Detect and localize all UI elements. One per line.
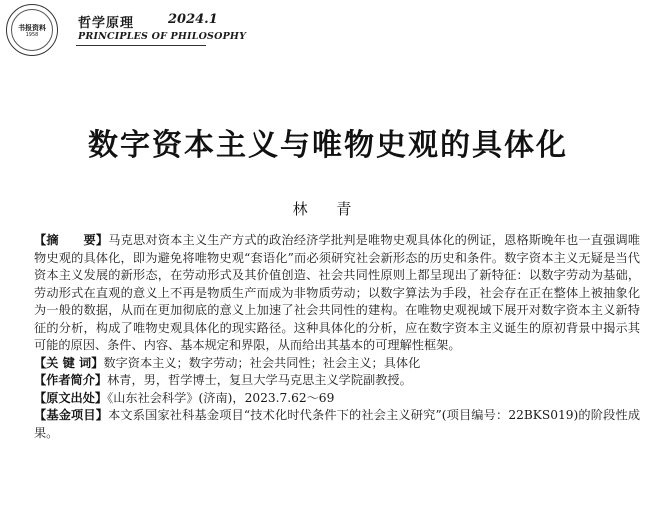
keywords-label: 【关 键 词】 [34, 355, 104, 370]
source-section [34, 390, 640, 408]
header-divider [76, 45, 206, 46]
fund-label: 【基金项目】 [34, 408, 109, 422]
journal-issue: 2024.1 [168, 12, 218, 27]
abstract-line: 劳动为基础，劳动形式在直观的意义上不再是物质生产而成为非物质劳动；以数字算法为手段，社会存在正在 [34, 268, 641, 300]
article-title: 数字资本主义与唯物史观的具体化 [88, 128, 568, 163]
article-author: 林 青 [292, 200, 364, 218]
keywords-text: 数字资本主义；数字劳动；社会共同性；社会主义；具体化 [103, 355, 421, 370]
author-bio-section [34, 372, 640, 390]
journal-header [0, 0, 656, 62]
publisher-seal-logo [6, 4, 58, 56]
source-label: 【原文出处】 [34, 390, 108, 405]
abstract-line: 整体上被抽象化为一般的数据，从而在更加彻底的意义上加速了社会共同性的建构。在唯物史观视域下展开 [34, 285, 641, 317]
fund-section [34, 407, 640, 442]
fund-line: 性成果。 [34, 408, 641, 440]
abstract-line: 强调唯物史观的具体化，即为避免将唯物史观“套语化”而必须研究社会新形态的历史和条件。数字资本主义 [34, 233, 641, 265]
seal-center-text: 书报资料 [18, 22, 46, 32]
article-front-matter [34, 232, 640, 442]
abstract-line: 马克思对资本主义生产方式的政治经济学批判是唯物史观具体化的例证，恩格斯晚年也一直 [108, 233, 604, 247]
abstract-label: 【摘 要】 [34, 233, 109, 247]
abstract-line: 对数字资本主义新特征的分析，构成了唯物史观具体化的现实路径。这种具体化的分析，应在数字资本主义 [34, 303, 640, 335]
source-text: 《山东社会科学》(济南)，2023.7.62～69 [107, 390, 335, 405]
journal-name-en: PRINCIPLES OF PHILOSOPHY [78, 31, 247, 42]
seal-ring [11, 9, 53, 51]
journal-name-cn: 哲学原理 [78, 16, 135, 31]
abstract-line: 诞生的原初背景中揭示其可能的原因、条件、内容、基本规定和界限，从而给出其基本的可理解性框架。 [34, 320, 641, 352]
abstract-line: 无疑是当代资本主义发展的新形态，在劳动形式及其价值创造、社会共同性原则上都呈现出了新特征：以数字 [34, 250, 640, 282]
author-bio-text: 林青，男，哲学博士，复旦大学马克思主义学院副教授。 [107, 373, 412, 387]
fund-line: 本文系国家社科基金项目“技术化时代条件下的社会主义研究”(项目编号：22BKS019)的阶段 [108, 408, 616, 422]
abstract-section [34, 232, 640, 355]
keywords-section [34, 355, 640, 373]
author-bio-label: 【作者简介】 [34, 373, 108, 387]
seal-year-text: 1958 [25, 31, 39, 38]
